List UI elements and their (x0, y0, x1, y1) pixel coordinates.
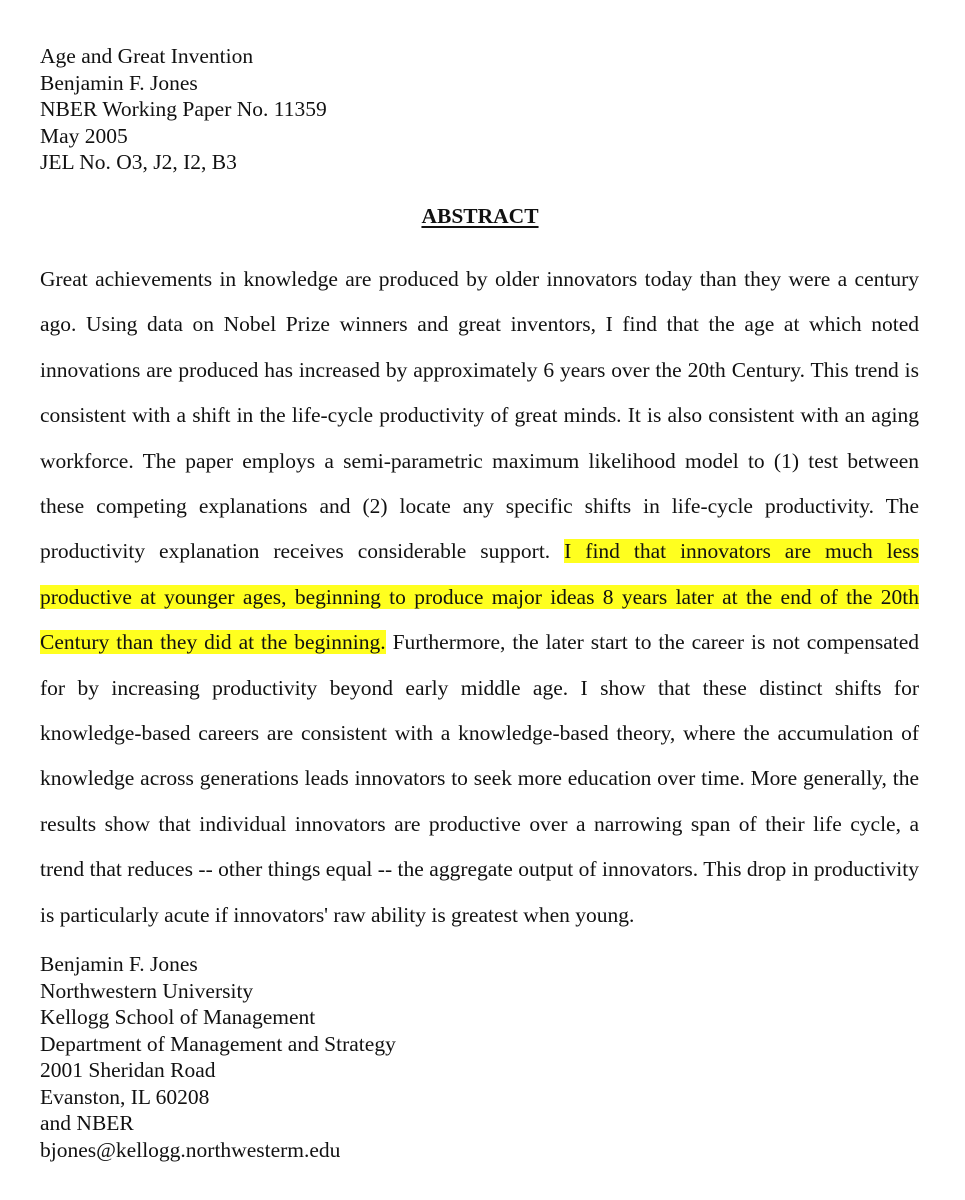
contact-department: Department of Management and Strategy (40, 1031, 396, 1056)
paper-date: May 2005 (40, 123, 128, 148)
paper-series: NBER Working Paper No. 11359 (40, 97, 327, 121)
author-contact-block (40, 951, 396, 1163)
abstract-text-after: Furthermore, the later start to the career is not compensated for by increasing productivity beyond early middle age. I show that these distinct shifts for knowledge-based careers are consistent with a knowledge-based theory, where the accumulation of knowledge across generations leads innovators to seek more education over time. More generally, the results show that individual innovators are productive over a narrowing span of their life cycle, a trend that reduces -- other things equal -- the aggregate output of innovators. This drop in productivity is particularly acute if innovators' raw ability is greatest when young. (40, 630, 919, 927)
contact-email: bjones@kellogg.northwesterm.edu (40, 1137, 341, 1162)
contact-school: Kellogg School of Management (40, 1005, 316, 1029)
abstract-paragraph (40, 257, 919, 938)
paper-header (40, 43, 327, 176)
abstract-text-before: Great achievements in knowledge are produced by older innovators today than they were a century ago. Using data on Nobel Prize winners and great inventors, I find that the age at which noted innovations are produced has increased by approximately 6 years over the 20th Century. This trend is consistent with a shift in the life-cycle productivity of great minds. It is also consistent with an aging workforce. The paper employs a semi-parametric maximum likelihood model to (1) test between these competing explanations and (2) locate any specific shifts in life-cycle productivity. The productivity explanation receives considerable support. (40, 267, 919, 564)
paper-title: Age and Great Invention (40, 44, 254, 68)
contact-university: Northwestern University (40, 978, 254, 1003)
contact-name: Benjamin F. Jones (40, 952, 198, 976)
highlighted-text: I find that innovators are much less productive at younger ages, beginning to produce major ideas 8 years later at the end of the 20th Century than they did at the beginning. (40, 539, 919, 655)
contact-affiliation: and NBER (40, 1111, 134, 1135)
contact-street: 2001 Sheridan Road (40, 1058, 216, 1082)
paper-author: Benjamin F. Jones (40, 70, 198, 95)
contact-city: Evanston, IL 60208 (40, 1084, 210, 1109)
abstract-heading: ABSTRACT (421, 204, 539, 228)
paper-jel-codes: JEL No. O3, J2, I2, B3 (40, 150, 237, 174)
